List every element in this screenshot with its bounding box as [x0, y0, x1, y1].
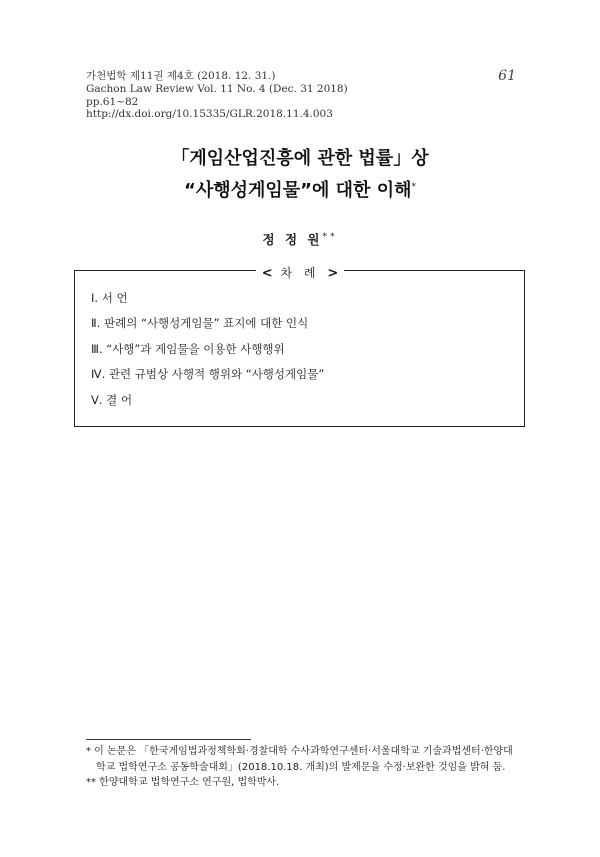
doi-link[interactable]: http://dx.doi.org/10.15335/GLR.2018.11.4.003	[86, 108, 333, 121]
chevron-right-icon: >	[327, 266, 339, 281]
page-range: pp.61~82	[86, 95, 139, 108]
author-footnote-mark: **	[322, 231, 338, 242]
journal-title-en: Gachon Law Review Vol. 11 No. 4 (Dec. 31 2018)	[86, 82, 348, 95]
footnote-1-line1: * 이 논문은 「한국게임법과정책학회·경찰대학 수사과학연구센터·서울대학교 기술과법센터·한양대	[86, 746, 513, 757]
footnote-1-line2: 학교 법학연구소 공동학술대회」(2018.10.18. 개최)의 발제문을 수정·보완한 것임을 밝혀 둠.	[96, 761, 506, 773]
paper-title-line1: 「게임산업진흥에 관한 법률」상	[171, 148, 429, 169]
toc-item[interactable]: Ⅲ. “사행”과 게임물을 이용한 사행행위	[91, 341, 285, 356]
journal-title-ko: 가천법학 제11권 제4호 (2018. 12. 31.)	[86, 70, 276, 82]
footnote-2: ** 한양대학교 법학연구소 연구원, 법학박사.	[86, 777, 280, 788]
toc-item[interactable]: Ⅴ. 결 어	[91, 392, 133, 407]
toc-item[interactable]: Ⅳ. 관련 규범상 사행적 행위와 “사행성게임물”	[91, 367, 325, 382]
paper-title-line2	[0, 176, 600, 202]
footnote-divider	[86, 739, 251, 740]
toc-heading	[0, 262, 600, 281]
page-number: 61	[498, 68, 516, 84]
journal-header	[86, 70, 526, 121]
toc-heading-text: 차 례	[280, 266, 320, 280]
author	[0, 230, 600, 248]
title-footnote-mark: *	[411, 182, 416, 192]
footnotes	[86, 744, 546, 791]
toc-list	[91, 286, 324, 413]
paper-title-line2-text: “사행성게임물”에 대한 이해	[184, 180, 412, 201]
chevron-left-icon: <	[261, 266, 273, 281]
toc-item[interactable]: Ⅰ. 서 언	[91, 291, 128, 305]
toc-item[interactable]: Ⅱ. 판례의 “사행성게임물” 표지에 대한 인식	[91, 316, 309, 331]
author-name: 정 정 원	[262, 232, 323, 247]
